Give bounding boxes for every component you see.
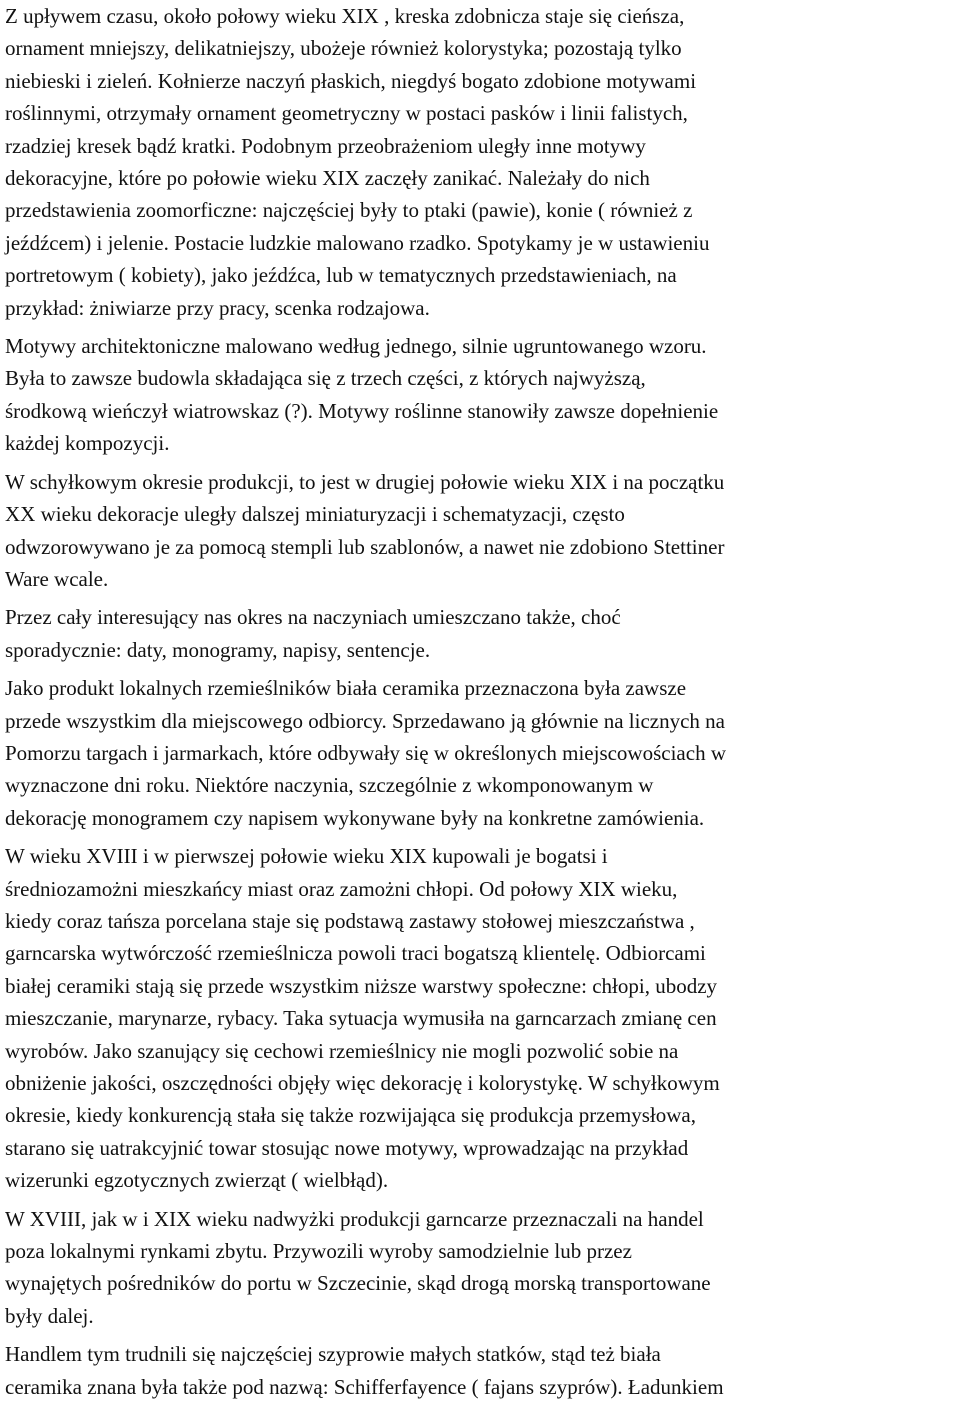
text-line: średniozamożni mieszkańcy miast oraz zamożni chłopi. Od połowy XIX wieku, bbox=[5, 876, 678, 901]
text-line: Pomorzu targach i jarmarkach, które odbywały się w określonych miejscowościach w bbox=[5, 740, 726, 765]
text-line: W XVIII, jak w i XIX wieku nadwyżki produkcji garncarze przeznaczali na handel bbox=[5, 1206, 704, 1231]
text-line: poza lokalnymi rynkami zbytu. Przywozili wyroby samodzielnie lub przez bbox=[5, 1239, 632, 1264]
text-line: rzadziej kresek bądź kratki. Podobnym przeobrażeniom uległy inne motywy bbox=[5, 133, 646, 158]
text-line: ornament mniejszy, delikatniejszy, ubożeje również kolorystyka; pozostają tylko bbox=[5, 36, 682, 61]
text-line: XX wieku dekoracje uległy dalszej miniaturyzacji i schematyzacji, często bbox=[5, 502, 625, 527]
text-line: były dalej. bbox=[5, 1303, 94, 1328]
text-line: kiedy coraz tańsza porcelana staje się podstawą zastawy stołowej mieszczaństwa , bbox=[5, 908, 695, 933]
text-line: W schyłkowym okresie produkcji, to jest w drugiej połowie wieku XIX i na początku bbox=[5, 469, 725, 494]
paragraph bbox=[5, 330, 957, 460]
paragraph bbox=[5, 672, 957, 834]
text-line: Motywy architektoniczne malowano według jednego, silnie ugruntowanego wzoru. bbox=[5, 334, 707, 359]
text-line: środkową wieńczył wiatrowskaz (?). Motywy roślinne stanowiły zawsze dopełnienie bbox=[5, 398, 719, 423]
text-line: wyrobów. Jako szanujący się cechowi rzemieślnicy nie mogli pozwolić sobie na bbox=[5, 1038, 679, 1063]
paragraph bbox=[5, 466, 957, 596]
text-line: przede wszystkim dla miejscowego odbiorcy. Sprzedawano ją głównie na licznych na bbox=[5, 708, 725, 733]
text-line: dekorację monogramem czy napisem wykonywane były na konkretne zamówienia. bbox=[5, 805, 705, 830]
text-line: przykład: żniwiarze przy pracy, scenka rodzajowa. bbox=[5, 295, 430, 320]
text-line: Jako produkt lokalnych rzemieślników biała ceramika przeznaczona była zawsze bbox=[5, 676, 687, 701]
text-line: odwzorowywano je za pomocą stempli lub szablonów, a nawet nie zdobiono Stettiner bbox=[5, 534, 725, 559]
text-line: sporadycznie: daty, monogramy, napisy, sentencje. bbox=[5, 637, 431, 662]
text-line: wyznaczone dni roku. Niektóre naczynia, szczególnie z wkomponowanym w bbox=[5, 773, 654, 798]
paragraph bbox=[5, 601, 957, 666]
text-line: Ware wcale. bbox=[5, 566, 109, 591]
text-line: Z upływem czasu, około połowy wieku XIX , kreska zdobnicza staje się cieńsza, bbox=[5, 4, 685, 28]
text-line: Handlem tym trudnili się najczęściej szyprowie małych statków, stąd też biała bbox=[5, 1342, 661, 1367]
text-line: mieszczanie, marynarze, rybacy. Taka sytuacja wymusiła na garncarzach zmianę cen bbox=[5, 1006, 717, 1031]
text-line: obniżenie jakości, oszczędności objęły więc dekorację i kolorystykę. W schyłkowym bbox=[5, 1071, 720, 1095]
text-line: portretowym ( kobiety), jako jeźdźca, lub w tematycznych przedstawieniach, na bbox=[5, 263, 677, 288]
text-line: garncarska wytwórczość rzemieślnicza powoli traci bogatszą klientelę. Odbiorcami bbox=[5, 941, 706, 966]
text-line: każdej kompozycji. bbox=[5, 431, 170, 456]
document-page bbox=[5, 0, 957, 1409]
text-line: Była to zawsze budowla składająca się z trzech części, z których najwyższą, bbox=[5, 366, 646, 391]
text-line: Przez cały interesujący nas okres na naczyniach umieszczano także, choć bbox=[5, 605, 621, 630]
paragraph bbox=[5, 1203, 957, 1333]
paragraph bbox=[5, 1338, 957, 1403]
text-line: ceramika znana była także pod nazwą: Schifferfayence ( fajans szyprów). Ładunkiem bbox=[5, 1374, 724, 1399]
text-line: roślinnymi, otrzymały ornament geometryczny w postaci pasków i linii falistych, bbox=[5, 101, 688, 126]
text-line: W wieku XVIII i w pierwszej połowie wieku XIX kupowali je bogatsi i bbox=[5, 844, 608, 869]
text-line: białej ceramiki stają się przede wszystkim niższe warstwy społeczne: chłopi, ubodzy bbox=[5, 973, 718, 998]
text-line: niebieski i zieleń. Kołnierze naczyń płaskich, niegdyś bogato zdobione motywami bbox=[5, 68, 697, 93]
text-line: starano się uatrakcyjnić towar stosując nowe motywy, wprowadzając na przykład bbox=[5, 1135, 689, 1160]
text-line: jeźdźcem) i jelenie. Postacie ludzkie malowano rzadko. Spotykamy je w ustawieniu bbox=[5, 230, 710, 255]
paragraph bbox=[5, 840, 957, 1196]
text-line: okresie, kiedy konkurencją stała się także rozwijająca się produkcja przemysłowa, bbox=[5, 1103, 696, 1128]
text-line: dekoracyjne, które po połowie wieku XIX zaczęły zanikać. Należały do nich bbox=[5, 166, 650, 191]
paragraph bbox=[5, 0, 957, 324]
text-line: wynajętych pośredników do portu w Szczecinie, skąd drogą morską transportowane bbox=[5, 1271, 711, 1296]
text-line: wizerunki egzotycznych zwierząt ( wielbłąd). bbox=[5, 1168, 389, 1193]
text-line: przedstawienia zoomorficzne: najczęściej były to ptaki (pawie), konie ( również z bbox=[5, 198, 693, 223]
